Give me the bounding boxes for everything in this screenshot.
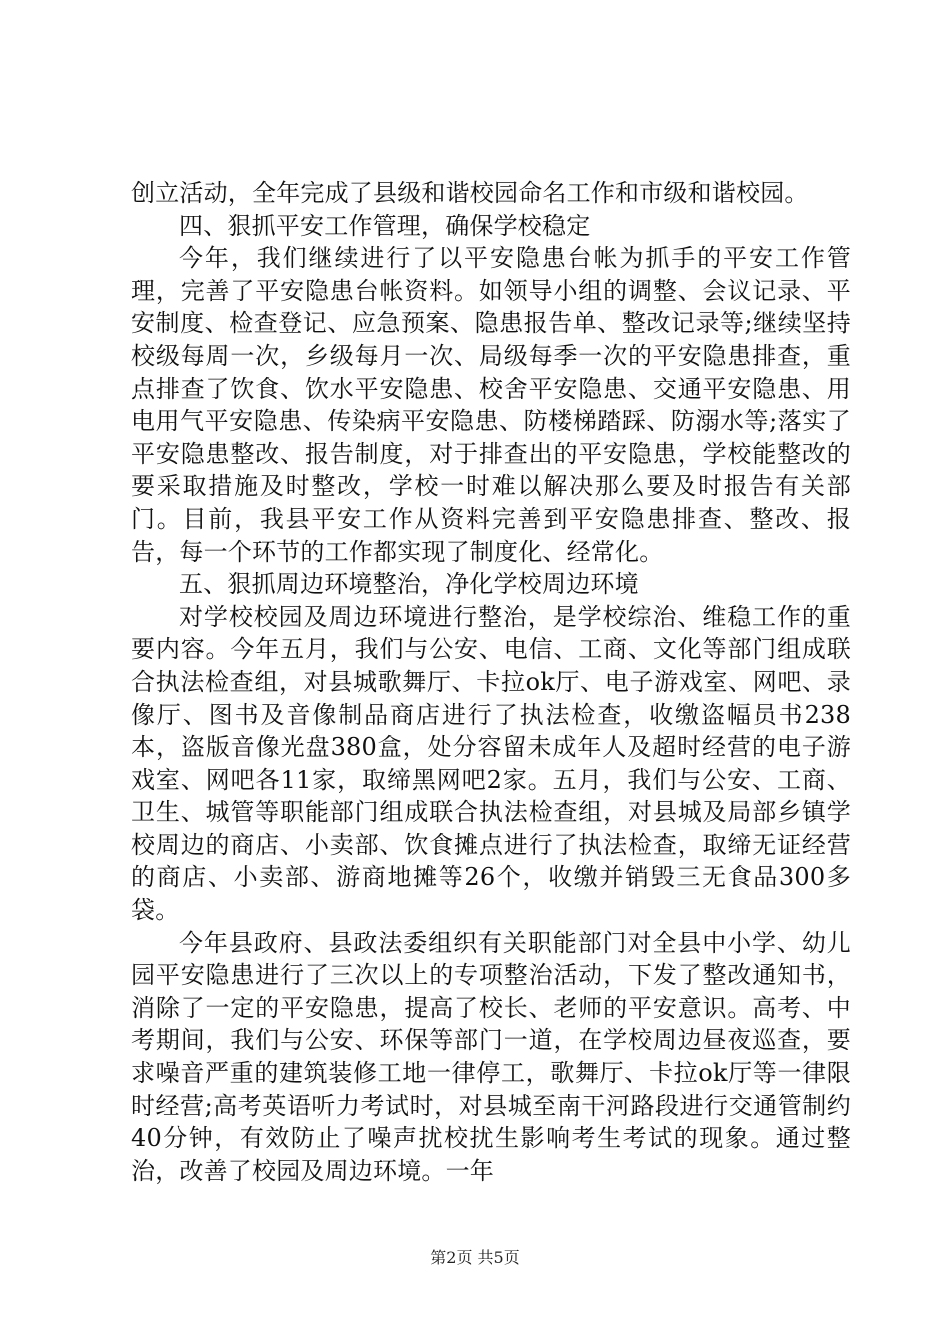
paragraph-safety-management: 今年，我们继续进行了以平安隐患台帐为抓手的平安工作管理，完善了平安隐患台帐资料。如领导小组的调整、会议记录、平安制度、检查登记、应急预案、隐患报告单、整改记录等;继续坚持校级每周一次，乡级每月一次、局级每季一次的平安隐患排查，重点排查了饮食、饮水平安隐患、校舍平安隐患、交通平安隐患、用电用气平安隐患、传染病平安隐患、防楼梯踏踩、防溺水等;落实了平安隐患整改、报告制度，对于排查出的平安隐患，学校能整改的要采取措施及时整改，学校一时难以解决那么要及时报告有关部门。目前，我县平安工作从资料完善到平安隐患排查、整改、报告，每一个环节的工作都实现了制度化、经常化。	[131, 244, 851, 566]
paragraph-continuation: 创立活动，全年完成了县级和谐校园命名工作和市级和谐校园。	[131, 179, 809, 207]
paragraph-special-campaign: 今年县政府、县政法委组织有关职能部门对全县中小学、幼儿园平安隐患进行了三次以上的专项整治活动，下发了整改通知书，消除了一定的平安隐患，提高了校长、老师的平安意识。高考、中考期间，我们与公安、环保等部门一道，在学校周边昼夜巡查，要求噪音严重的建筑装修工地一律停工，歌舞厅、卡拉ok厅等一律限时经营;高考英语听力考试时，对县城至南干河路段进行交通管制约40分钟，有效防止了噪声扰校扰生影响考生考试的现象。通过整治，改善了校园及周边环境。一年	[131, 928, 851, 1185]
section-heading-five: 五、狠抓周边环境整治，净化学校周边环境	[179, 570, 639, 599]
document-body	[131, 177, 851, 1187]
page-number-label: 第2页 共5页	[430, 1248, 520, 1267]
paragraph-environment-rectification: 对学校校园及周边环境进行整治，是学校综治、维稳工作的重要内容。今年五月，我们与公安、电信、工商、文化等部门组成联合执法检查组，对县城歌舞厅、卡拉ok厅、电子游戏室、网吧、录像厅、图书及音像制品商店进行了执法检查，收缴盗幅员书238本，盗版音像光盘380盒，处分容留未成年人及超时经营的电子游戏室、网吧各11家，取缔黑网吧2家。五月，我们与公安、工商、卫生、城管等职能部门组成联合执法检查组，对县城及局部乡镇学校周边的商店、小卖部、饮食摊点进行了执法检查，取缔无证经营的商店、小卖部、游商地摊等26个，收缴并销毁三无食品300多袋。	[131, 602, 851, 925]
page-footer	[0, 1245, 950, 1268]
section-heading-four: 四、狠抓平安工作管理，确保学校稳定	[179, 211, 591, 240]
